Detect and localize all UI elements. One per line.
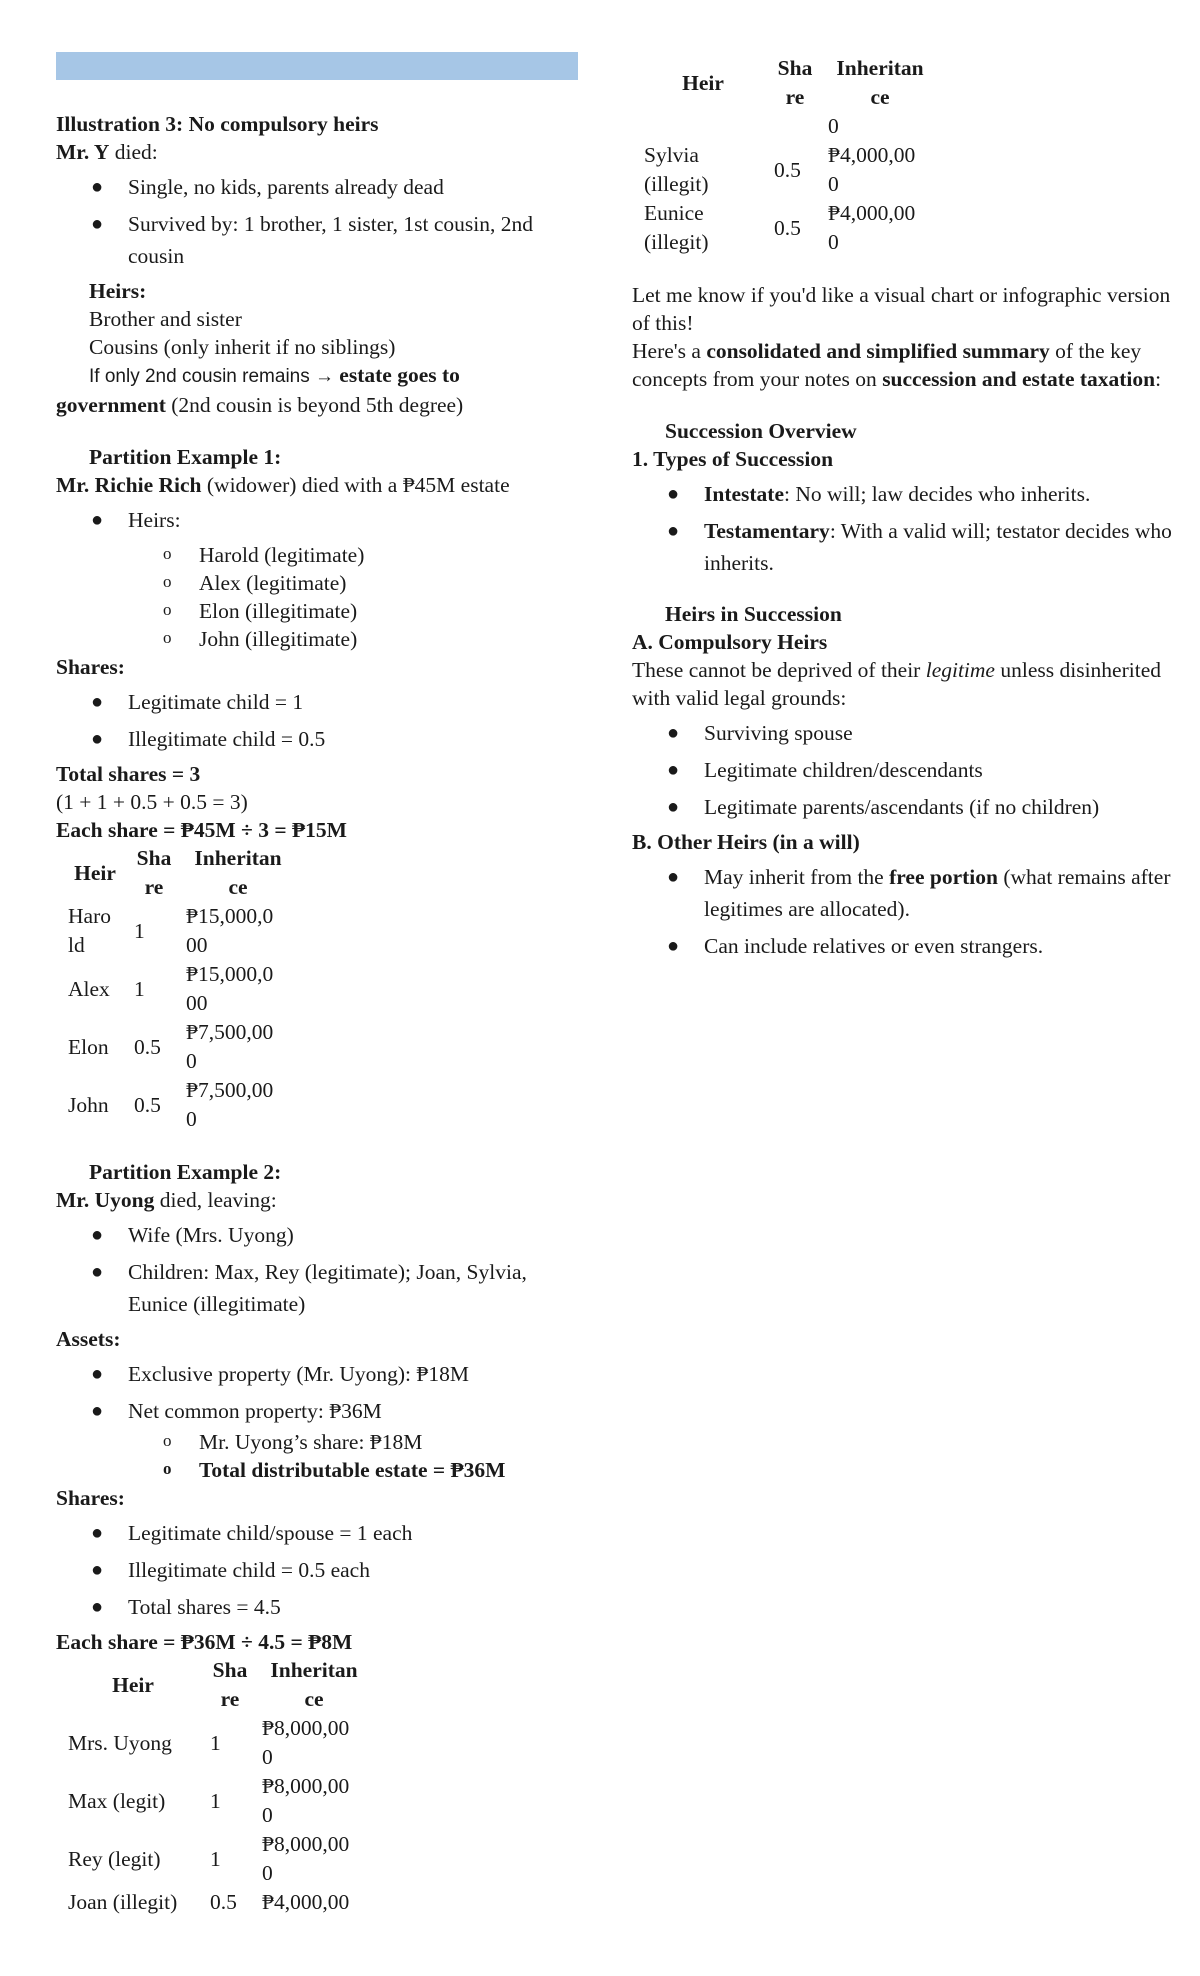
heir-cell: Elon [68,1034,109,1059]
heirs-line: Brother and sister [89,307,242,331]
example1-heirs-list [56,541,586,653]
table-row [62,1772,372,1830]
illustration3-intro: Mr. Y died: [56,140,158,164]
assets-label: Assets: [56,1327,121,1351]
example2-table-continued [638,54,938,257]
compulsory-title: A. Compulsory Heirs [632,630,828,654]
list-item: ● Legitimate parents/ascendants (if no children) [632,791,1172,823]
table-row [62,960,296,1018]
share-cell: 0.5 [774,215,801,240]
table-header-row [638,54,938,112]
inheritance-cell: ₱8,000,00 0 [262,1716,350,1769]
illustration3-facts [56,171,586,272]
compulsory-desc: These cannot be deprived of their legitime unless disinherited with valid legal grounds: [632,658,1161,710]
heir-cell: Haro ld [68,904,111,957]
share-cell: 1 [134,976,145,1001]
example2-asset-sublist [56,1428,586,1484]
heir-cell: Max (legit) [68,1788,166,1813]
list-item: ● Exclusive property (Mr. Uyong): ₱18M [56,1358,586,1390]
table-row [62,1830,372,1888]
example1-title: Partition Example 1: [89,445,282,469]
example1-intro: Mr. Richie Rich (widower) died with a ₱45M estate [56,473,510,497]
inheritance-cell: ₱4,000,00 0 [828,143,916,196]
list-item: ● Testamentary: With a valid will; testator decides who inherits. [632,515,1172,579]
summary-intro: Here's a consolidated and simplified summary of the key concepts from your notes on succession and estate taxation: [632,339,1162,391]
heir-cell: Alex [68,976,110,1001]
list-item: ● Surviving spouse [632,717,1172,749]
column-header: Inheritan ce [194,846,282,899]
list-item: ● Intestate: No will; law decides who inherits. [632,478,1172,510]
heirs-line: Cousins (only inherit if no siblings) [89,335,396,359]
heirs-label: Heirs: [89,279,147,303]
inheritance-cell: ₱7,500,00 0 [186,1020,274,1073]
column-header: Inheritan ce [836,56,924,109]
share-cell: 1 [210,1846,221,1871]
list-item: ● Legitimate child/spouse = 1 each [56,1517,586,1549]
example2-table [62,1656,372,1917]
list-item: ● Illegitimate child = 0.5 [56,723,586,755]
table-row [62,1076,296,1134]
total-shares: Total shares = 3 [56,762,201,786]
list-item: ● Legitimate child = 1 [56,686,586,718]
compulsory-list [632,717,1172,823]
example1-table [62,844,296,1134]
inheritance-cell: ₱4,000,00 [262,1890,350,1914]
share-cell: 0.5 [134,1092,161,1117]
table-row [62,1714,372,1772]
inheritance-cell: ₱7,500,00 0 [186,1078,274,1131]
heir-cell: Rey (legit) [68,1846,161,1871]
list-item: o Alex (legitimate) [56,569,586,597]
list-item: o Elon (illegitimate) [56,597,586,625]
other-heirs-title: B. Other Heirs (in a will) [632,830,860,854]
inheritance-cell: ₱8,000,00 0 [262,1832,350,1885]
column-header: Sha re [136,846,172,899]
other-heirs-list [632,861,1172,962]
list-item: ● Survived by: 1 brother, 1 sister, 1st cousin, 2nd cousin [56,208,586,272]
types-title: 1. Types of Succession [632,447,834,471]
escheat-note-cont: government (2nd cousin is beyond 5th degree) [56,393,464,417]
table-header-row [62,1656,372,1714]
list-item: ● Illegitimate child = 0.5 each [56,1554,586,1586]
example2-title: Partition Example 2: [89,1160,282,1184]
share-cell: 0.5 [774,157,801,182]
heir-cell: Mrs. Uyong [68,1730,172,1755]
inheritance-cell: ₱8,000,00 0 [262,1774,350,1827]
list-item: ● Wife (Mrs. Uyong) [56,1219,586,1251]
list-item: ● Total shares = 4.5 [56,1591,586,1623]
list-item: ● May inherit from the free portion (what remains after legitimes are allocated). [632,861,1172,925]
heir-cell: John [68,1092,109,1117]
list-item: o Mr. Uyong’s share: ₱18M [56,1428,586,1456]
highlight-bar [56,52,578,80]
heir-cell: Sylvia (illegit) [644,143,709,196]
table-row [62,1018,296,1076]
column-header: Heir [112,1672,154,1697]
shares-label: Shares: [56,1486,125,1510]
list-item: ● Legitimate children/descendants [632,754,1172,786]
column-header: Sha re [212,1658,248,1711]
left-column [56,52,586,1917]
list-item: o John (illegitimate) [56,625,586,653]
column-header: Heir [682,70,724,95]
types-list [632,478,1172,579]
succession-overview-heading: Succession Overview [665,419,857,443]
inheritance-cell: ₱4,000,00 0 [828,201,916,254]
example2-family [56,1219,586,1320]
list-item: ● Single, no kids, parents already dead [56,171,586,203]
share-cell: 1 [210,1788,221,1813]
each-share: Each share = ₱36M ÷ 4.5 = ₱8M [56,1630,353,1654]
example2-assets [56,1358,586,1427]
total-calc: (1 + 1 + 0.5 + 0.5 = 3) [56,790,248,814]
example2-share-rules [56,1517,586,1623]
heir-cell: Joan (illegit) [68,1890,178,1914]
right-column [632,54,1172,967]
column-header: Inheritan ce [270,1658,358,1711]
shares-label: Shares: [56,655,125,679]
table-row [638,112,938,141]
example1-heirs-bullet [56,504,586,536]
example1-share-rules [56,686,586,755]
share-cell: 0.5 [210,1890,237,1914]
list-item: o Harold (legitimate) [56,541,586,569]
list-item: ● Heirs: [56,504,586,536]
share-cell: 1 [134,918,145,943]
inheritance-cell: 0 [828,114,839,138]
column-header: Heir [74,860,116,885]
list-item: ● Can include relatives or even strangers. [632,930,1172,962]
share-cell: 1 [210,1730,221,1755]
list-item: ● Children: Max, Rey (legitimate); Joan, Sylvia, Eunice (illegitimate) [56,1256,586,1320]
each-share: Each share = ₱45M ÷ 3 = ₱15M [56,818,347,842]
inheritance-cell: ₱15,000,0 00 [186,904,274,957]
illustration3-title: Illustration 3: No compulsory heirs [56,112,379,136]
list-item: o Total distributable estate = ₱36M [56,1456,586,1484]
table-row [62,902,296,960]
table-row [638,141,938,199]
deceased-name: Mr. Y [56,140,110,164]
table-row [62,1888,372,1917]
table-header-row [62,844,296,902]
list-item: ● Net common property: ₱36M [56,1395,586,1427]
table-row [638,199,938,257]
visual-chart-offer: Let me know if you'd like a visual chart or infographic version of this! [632,283,1171,335]
escheat-note: If only 2nd cousin remains → estate goes to [89,363,460,387]
heir-cell: Eunice (illegit) [644,201,709,254]
example2-intro: Mr. Uyong died, leaving: [56,1188,277,1212]
heirs-heading: Heirs in Succession [665,602,842,626]
column-header: Sha re [777,56,813,109]
share-cell: 0.5 [134,1034,161,1059]
inheritance-cell: ₱15,000,0 00 [186,962,274,1015]
